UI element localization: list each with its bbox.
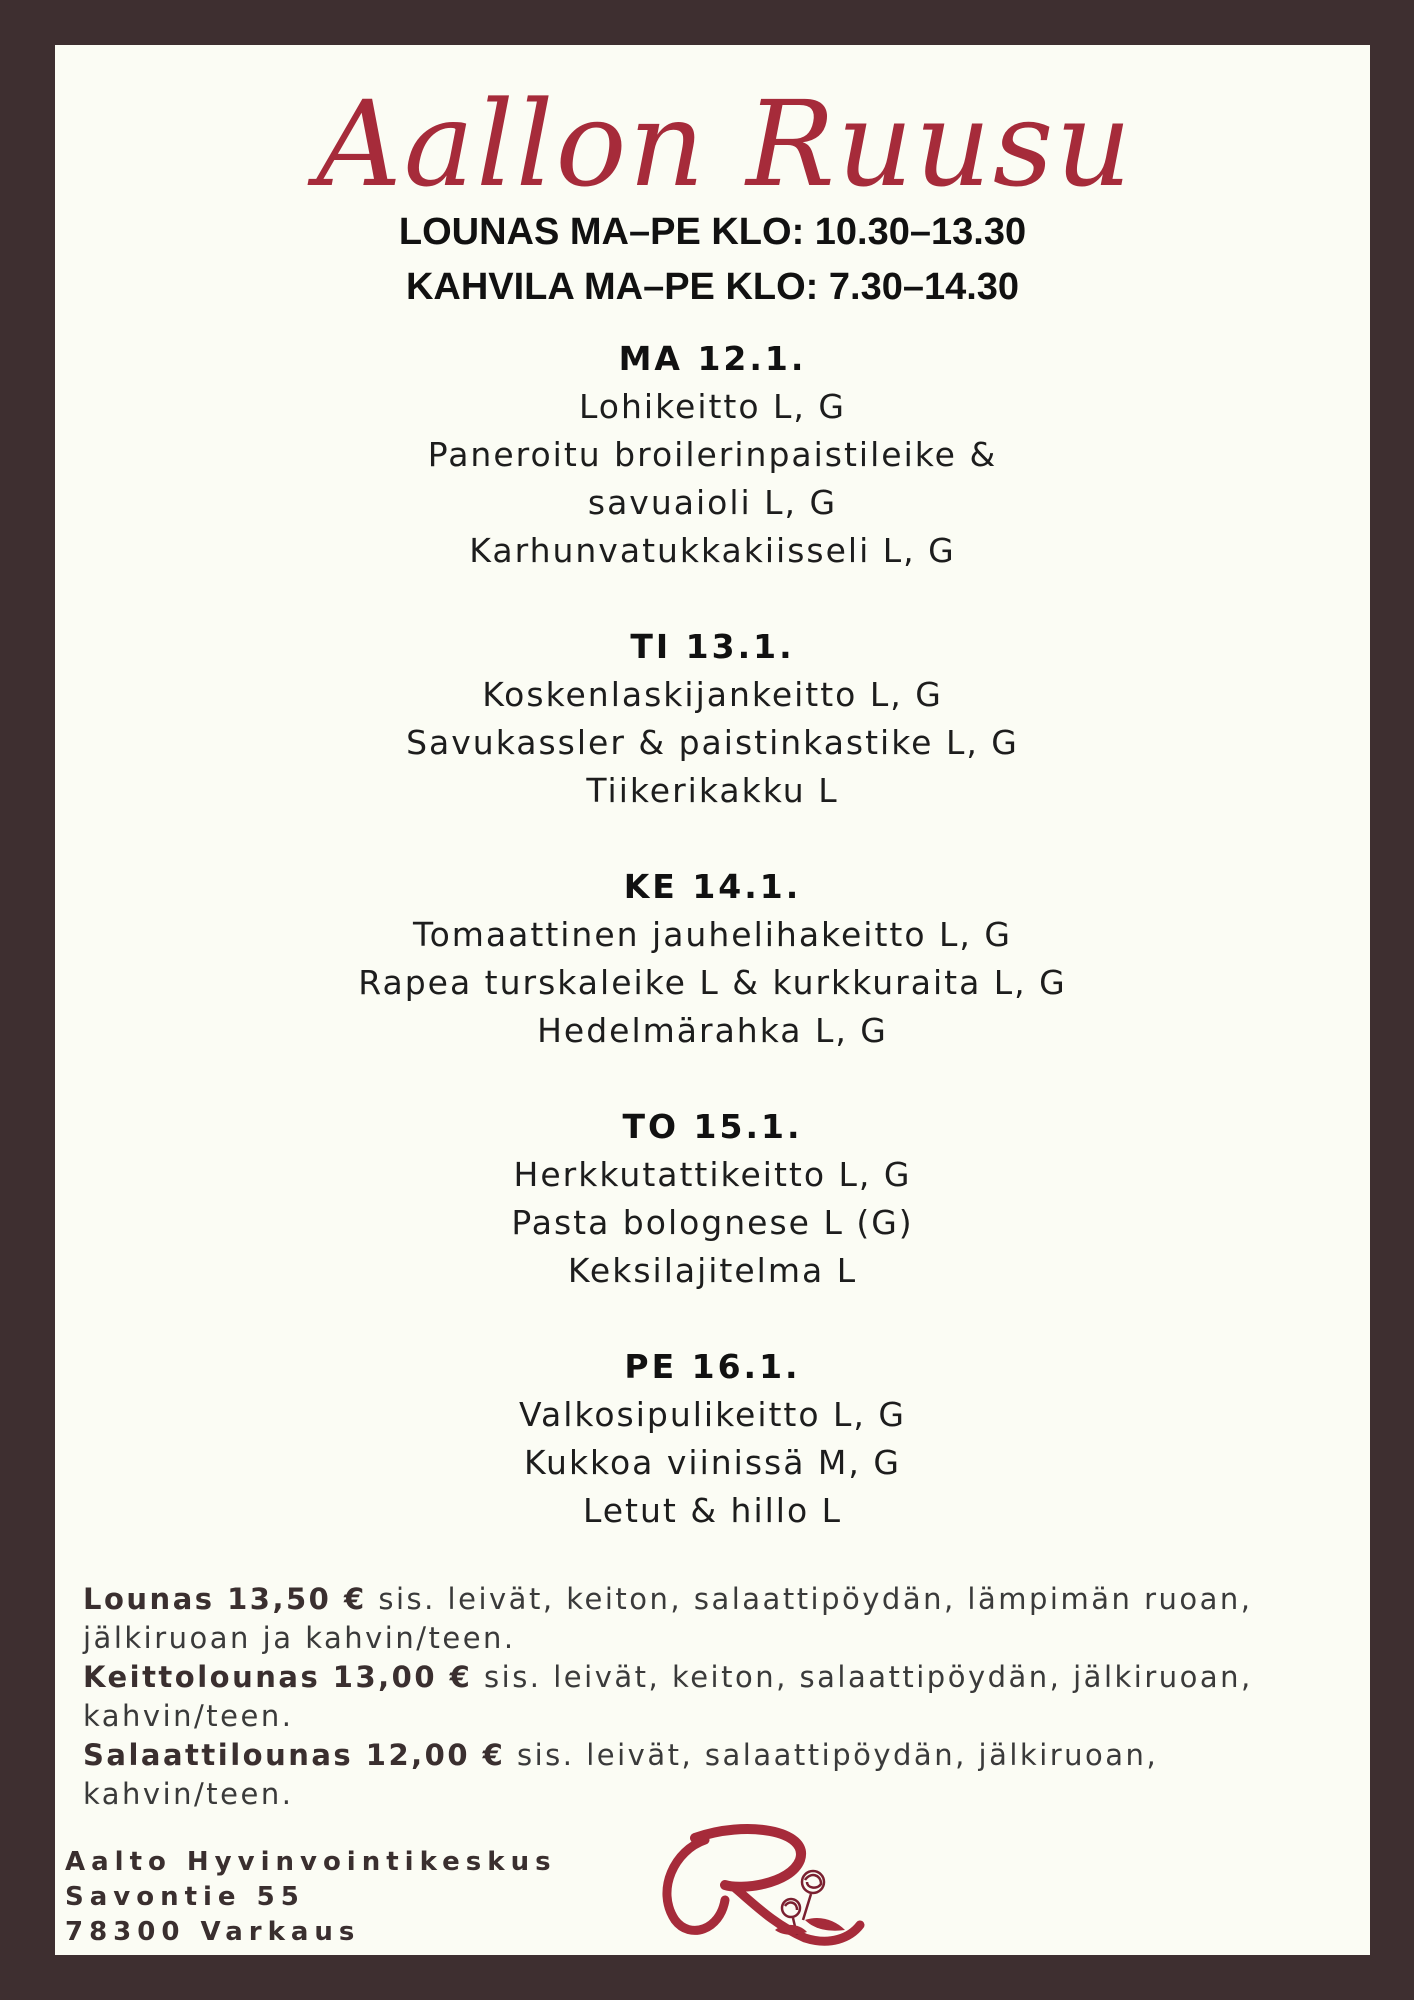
dish: Savukassler & paistinkastike L, G <box>406 723 1019 762</box>
dish: Valkosipulikeitto L, G <box>519 1395 906 1434</box>
price-item-salad-lunch <box>83 1736 1310 1814</box>
day-tuesday <box>55 623 1370 815</box>
lunch-hours: LOUNAS MA–PE KLO: 10.30–13.30 <box>398 211 1027 253</box>
day-label: TI 13.1. <box>630 627 795 666</box>
price-description: sis. leivät, keiton, salaattipöydän, jälkiruoan, kahvin/teen. <box>83 1660 1253 1733</box>
price-description: sis. leivät, keiton, salaattipöydän, lämpimän ruoan, jälkiruoan ja kahvin/teen. <box>83 1582 1253 1655</box>
day-monday <box>55 335 1370 575</box>
dish: Tomaattinen jauhelihakeitto L, G <box>413 915 1012 954</box>
day-label: PE 16.1. <box>624 1347 801 1386</box>
day-label: KE 14.1. <box>623 867 802 906</box>
day-thursday <box>55 1103 1370 1295</box>
dish: Pasta bolognese L (G) <box>511 1203 914 1242</box>
day-label: MA 12.1. <box>618 339 807 378</box>
price-description: sis. leivät, salaattipöydän, jälkiruoan, kahvin/teen. <box>83 1738 1159 1811</box>
address-line: Savontie 55 <box>65 1882 305 1912</box>
cafe-hours: KAHVILA MA–PE KLO: 7.30–14.30 <box>405 266 1020 308</box>
brand-name: Aallon Ruusu <box>316 75 1134 213</box>
opening-hours <box>55 205 1370 315</box>
address-block <box>65 1845 557 1950</box>
address-line: Aalto Hyvinvointikeskus <box>65 1847 557 1877</box>
dish: Tiikerikakku L <box>586 771 839 810</box>
dish: savuaioli L, G <box>587 483 838 522</box>
price-item-lunch <box>83 1580 1310 1658</box>
weekly-menu <box>55 335 1370 1583</box>
address-line: 78300 Varkaus <box>65 1917 361 1947</box>
dish: Rapea turskaleike L & kurkkuraita L, G <box>358 963 1067 1002</box>
dish: Hedelmärahka L, G <box>537 1011 888 1050</box>
price-name: Keittolounas 13,00 € <box>83 1660 473 1694</box>
price-name: Lounas 13,50 € <box>83 1582 367 1616</box>
rose-monogram-icon <box>635 1820 875 1950</box>
dish: Herkkutattikeitto L, G <box>513 1155 912 1194</box>
dish: Koskenlaskijankeitto L, G <box>482 675 943 714</box>
dish: Lohikeitto L, G <box>579 387 846 426</box>
price-name: Salaattilounas 12,00 € <box>83 1738 506 1772</box>
day-wednesday <box>55 863 1370 1055</box>
day-friday <box>55 1343 1370 1535</box>
dish: Kukkoa viinissä M, G <box>524 1443 901 1482</box>
dish: Keksilajitelma L <box>567 1251 858 1290</box>
day-label: TO 15.1. <box>622 1107 803 1146</box>
dish: Paneroitu broilerinpaistileike & <box>427 435 998 474</box>
price-item-soup-lunch <box>83 1658 1310 1736</box>
menu-sheet <box>55 45 1370 1955</box>
price-list <box>83 1580 1310 1814</box>
dish: Karhunvatukkakiisseli L, G <box>469 531 956 570</box>
dish: Letut & hillo L <box>582 1491 843 1530</box>
